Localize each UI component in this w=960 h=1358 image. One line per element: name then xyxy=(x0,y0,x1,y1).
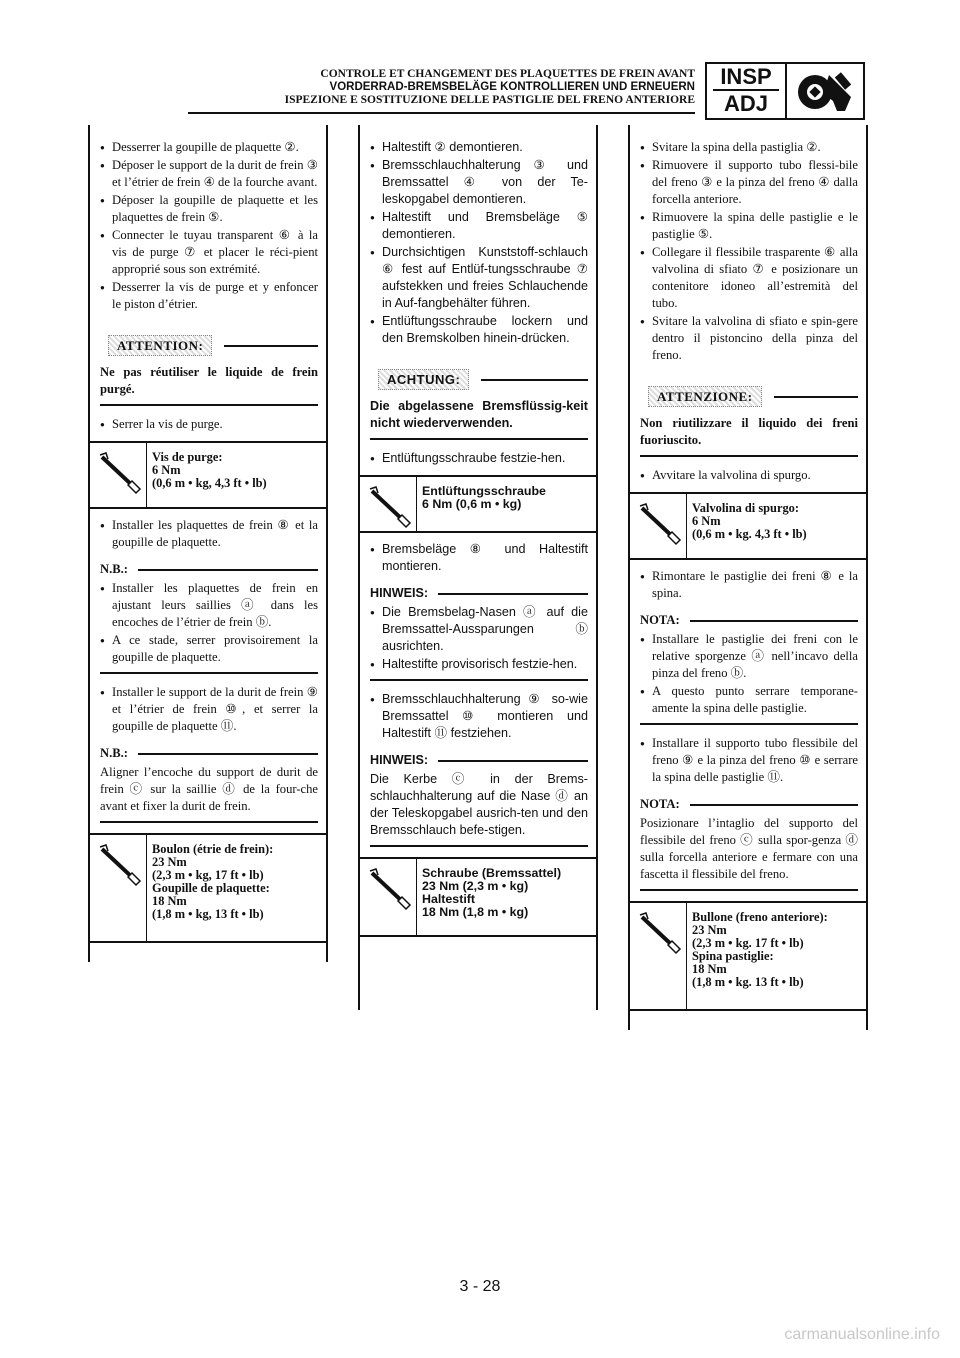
list-item: ● Entlüftungsschraube festzie-hen. xyxy=(370,450,588,467)
attention-text: Non riutilizzare il liquido dei freni fuoriuscito. xyxy=(640,416,858,447)
attention-label: ATTENZIONE: xyxy=(648,386,762,407)
list-item: ● Desserrer la vis de purge et y enfoncer le piston d’étrier. xyxy=(100,279,318,313)
torque-spec-box xyxy=(630,492,866,560)
note-label: N.B.: xyxy=(100,746,128,760)
list-item: ● Déposer le support de la durit de frein ③ et l’étrier de frein ④ de la fourche avant. xyxy=(100,157,318,191)
header-rule xyxy=(188,112,695,114)
list-item: ● A ce stade, serrer provisoirement la goupille de plaquette. xyxy=(100,632,318,666)
list-item: ● Svitare la valvolina di sfiato e spin-gere dentro il pistoncino della pinza del freno. xyxy=(640,313,858,364)
torque-spec-box xyxy=(90,833,326,943)
torque-wrench-icon xyxy=(638,502,682,546)
note-text: Die Kerbe ⓒ in der Brems-schlauchhalterung auf die Nase ⓓ an der Teleskopgabel ausrich-ten und den Bremsschlauch befe-stigen. xyxy=(370,772,588,837)
title-german: VORDERRAD-BREMSBELÄGE KONTROLLIEREN UND ERNEUERN xyxy=(329,81,695,93)
list-item: ● Installer les plaquettes de frein en ajustant leurs saillies ⓐ dans les encoches de l’étrier de frein ⓑ. xyxy=(100,580,318,631)
note-text: Aligner l’encoche du support de durit de frein ⓒ sur la saillie ⓓ de la four-che avant et fixer la durit de frein. xyxy=(100,765,318,813)
torque-wrench-icon xyxy=(368,485,412,529)
list-item: ● Connecter le tuyau transparent ⑥ à la vis de purge ⑦ et placer le réci-pient approprié sous son extrémité. xyxy=(100,227,318,278)
title-french: CONTROLE ET CHANGEMENT DES PLAQUETTES DE FREIN AVANT xyxy=(320,68,695,80)
list-item: ● Rimuovere la spina delle pastiglie e le pastiglie ⑤. xyxy=(640,209,858,243)
list-item: ● Bremsschlauchhalterung ⑨ so-wie Bremssattel ⑩ montieren und Haltestift ⑪ festziehen. xyxy=(370,691,588,742)
note-label: NOTA: xyxy=(640,613,680,627)
torque-spec-box xyxy=(360,475,596,533)
torque-values: Valvolina di spurgo: 6 Nm (0,6 m • kg. 4,3 ft • lb) xyxy=(692,501,807,541)
list-item: ● Desserrer la goupille de plaquette ②. xyxy=(100,139,318,156)
page-number: 3 - 28 xyxy=(459,1278,501,1295)
badge-insp: INSP xyxy=(720,64,772,89)
badge-adj: ADJ xyxy=(723,91,768,116)
note-label: NOTA: xyxy=(640,797,680,811)
wrench-tool-icon xyxy=(793,67,859,117)
title-italian: ISPEZIONE E SOSTITUZIONE DELLE PASTIGLIE DEL FRENO ANTERIORE xyxy=(284,94,695,106)
torque-values: Boulon (étrie de frein): 23 Nm (2,3 m • kg, 17 ft • lb) Goupille de plaquette: 18 Nm (1,8 m • kg, 13 ft • lb) xyxy=(152,842,274,921)
list-item: ● Déposer la goupille de plaquette et les plaquettes de frein ⑤. xyxy=(100,192,318,226)
attention-label: ATTENTION: xyxy=(108,335,212,356)
insp-adj-badge xyxy=(705,62,865,120)
column-italian xyxy=(628,125,868,1030)
note-label: N.B.: xyxy=(100,562,128,576)
torque-spec-box xyxy=(90,441,326,509)
list-item: ● A questo punto serrare temporane-amente la spina delle pastiglie. xyxy=(640,683,858,717)
attention-label: ACHTUNG: xyxy=(378,369,469,390)
attention-heading xyxy=(640,386,858,407)
list-item: ● Installare le pastiglie dei freni con le relative sporgenze ⓐ nell’incavo della pinza del freno ⓑ. xyxy=(640,631,858,682)
list-item: ● Haltestifte provisorisch festzie-hen. xyxy=(370,656,588,673)
torque-wrench-icon xyxy=(638,911,682,955)
list-item: ● Die Bremsbelag-Nasen ⓐ auf die Bremssattel-Aussparungen ⓑ ausrichten. xyxy=(370,604,588,655)
note-heading xyxy=(370,585,588,602)
torque-wrench-icon xyxy=(98,451,142,495)
badge-label xyxy=(707,64,787,118)
note-heading xyxy=(640,612,858,629)
list-item: ● Avvitare la valvolina di spurgo. xyxy=(640,467,858,484)
divider xyxy=(100,821,318,823)
divider xyxy=(100,404,318,406)
column-french xyxy=(88,125,328,962)
torque-spec-box xyxy=(360,857,596,937)
attention-heading xyxy=(370,369,588,390)
list-item: ● Haltestift ② demontieren. xyxy=(370,139,588,156)
note-heading xyxy=(100,561,318,578)
attention-text: Ne pas réutiliser le liquide de frein purgé. xyxy=(100,365,318,396)
divider xyxy=(640,723,858,725)
note-heading xyxy=(640,796,858,813)
note-label: HINWEIS: xyxy=(370,753,429,767)
attention-text: Die abgelassene Bremsflüssig-keit nicht wiederverwenden. xyxy=(370,399,588,430)
list-item: ● Durchsichtigen Kunststoff-schlauch ⑥ fest auf Entlüf-tungsschraube ⑦ aufstekken und freies Schlauchende in Auf-fangbehälter führen. xyxy=(370,244,588,312)
torque-wrench-icon xyxy=(368,867,412,911)
divider xyxy=(370,679,588,681)
note-heading xyxy=(100,745,318,762)
list-item: ● Svitare la spina della pastiglia ②. xyxy=(640,139,858,156)
divider xyxy=(100,672,318,674)
divider xyxy=(370,438,588,440)
torque-values: Bullone (freno anteriore): 23 Nm (2,3 m • kg. 17 ft • lb) Spina pastiglie: 18 Nm (1,8 m • kg. 13 ft • lb) xyxy=(692,910,828,989)
watermark: carmanualsonline.info xyxy=(784,1326,940,1343)
list-item: ● Rimontare le pastiglie dei freni ⑧ e la spina. xyxy=(640,568,858,602)
torque-values: Schraube (Bremssattel) 23 Nm (2,3 m • kg) Haltestift 18 Nm (1,8 m • kg) xyxy=(422,866,562,919)
divider xyxy=(640,455,858,457)
list-item: ● Installer les plaquettes de frein ⑧ et la goupille de plaquette. xyxy=(100,517,318,551)
steps-list xyxy=(100,139,318,313)
note-text: Posizionare l’intaglio del supporto del flessibile del freno ⓒ sulla spor-genza ⓓ sulla forcella anteriore e fermare con una fascetta il flessibile del freno. xyxy=(640,816,858,881)
torque-spec-box xyxy=(630,901,866,1011)
list-item: ● Entlüftungsschraube lockern und den Bremskolben hinein-drücken. xyxy=(370,313,588,347)
note-label: HINWEIS: xyxy=(370,586,429,600)
page-header xyxy=(0,60,960,130)
list-item: ● Serrer la vis de purge. xyxy=(100,416,318,433)
list-item: ● Bremsbeläge ⑧ und Haltestift montieren. xyxy=(370,541,588,575)
list-item: ● Collegare il flessibile trasparente ⑥ alla valvolina di sfiato ⑦ e posizionare un contenitore idoneo all’estremità del tubo. xyxy=(640,244,858,312)
torque-wrench-icon xyxy=(98,843,142,887)
torque-values: Entlüftungsschraube 6 Nm (0,6 m • kg) xyxy=(422,484,546,511)
list-item: ● Rimuovere il supporto tubo flessi-bile del freno ③ e la pinza del freno ④ dalla forcella anteriore. xyxy=(640,157,858,208)
list-item: ● Bremsschlauchhalterung ③ und Bremssattel ④ von der Te-leskopgabel demontieren. xyxy=(370,157,588,208)
divider xyxy=(640,889,858,891)
divider xyxy=(370,845,588,847)
note-heading xyxy=(370,752,588,769)
list-item: ● Haltestift und Bremsbeläge ⑤ demontieren. xyxy=(370,209,588,243)
steps-list xyxy=(370,139,588,347)
column-german xyxy=(358,125,598,1010)
section-titles xyxy=(285,68,695,107)
steps-list xyxy=(640,139,858,364)
list-item: ● Installer le support de la durit de frein ⑨ et l’étrier de frein ⑩, et serrer la goupille de plaquette ⑪. xyxy=(100,684,318,735)
torque-values: Vis de purge: 6 Nm (0,6 m • kg, 4,3 ft • lb) xyxy=(152,450,267,490)
list-item: ● Installare il supporto tubo flessibile del freno ⑨ e la pinza del freno ⑩ e serrare la spina delle pastiglie ⑪. xyxy=(640,735,858,786)
attention-heading xyxy=(100,335,318,356)
